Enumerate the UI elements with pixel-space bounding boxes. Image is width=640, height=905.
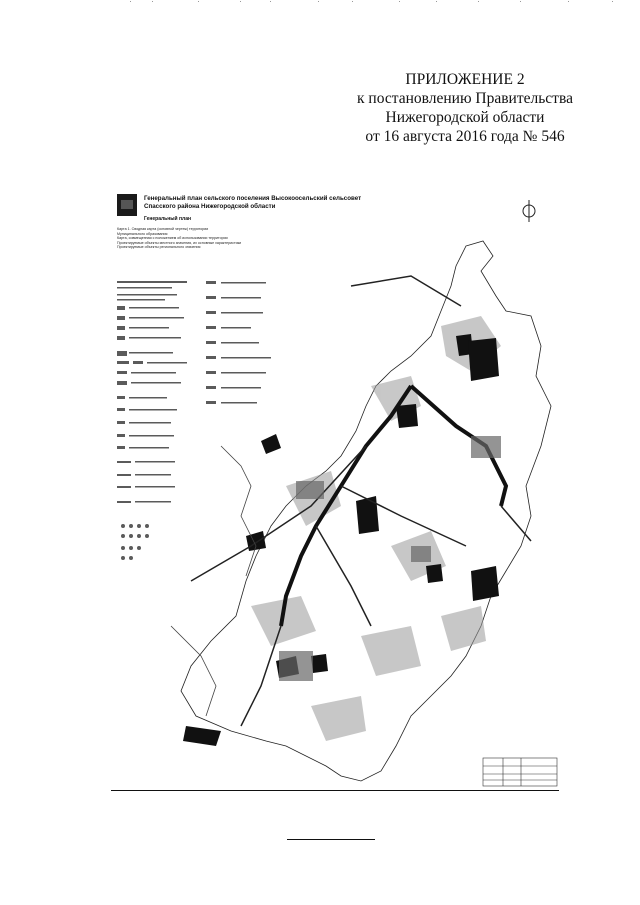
appendix-title: ПРИЛОЖЕНИЕ 2 [405,71,525,88]
appendix-header [300,70,630,146]
map-drawing [111,186,559,790]
rivers [171,446,256,716]
appendix-date: от 16 августа 2016 года № 546 [365,128,565,145]
legend-line: Проектируемые объекты местного значения, их основные характеристики [117,240,242,245]
map-title-line1: Генеральный план сельского поселения Высокоосельский сельсовет [144,195,362,202]
legend-line: Проектируемые объекты регионального значения [117,245,201,250]
footer-separator [287,839,375,840]
map-title [144,195,474,211]
map-subtitle: Генеральный план [144,216,191,222]
general-plan-map [111,186,559,791]
appendix-region: Нижегородской области [385,109,545,126]
legend-line: Карта, совмещенная с положением об использовании территории [117,236,228,241]
map-legend [117,281,271,560]
legend-line: Муниципального образования [117,231,168,236]
scan-artifact-dots [0,0,640,6]
map-title-line2: Спасского района Нижегородской области [144,203,276,210]
title-block-stamp [483,758,557,786]
legend-heading: Карта 1. Сводная карта (основной чертеж) территории [117,227,209,231]
appendix-reference: к постановлению Правительства [357,90,573,107]
legend-text [117,227,282,250]
north-arrow-icon [523,200,535,222]
